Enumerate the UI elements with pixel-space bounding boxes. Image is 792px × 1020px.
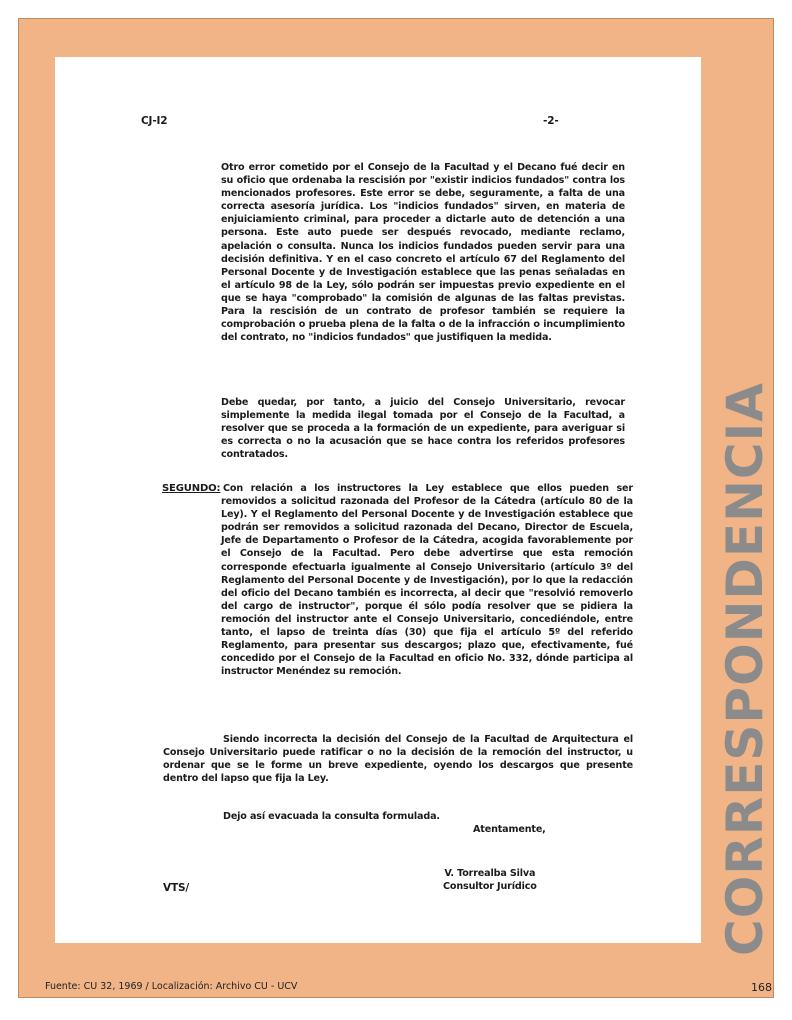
- document-page: [55, 57, 701, 943]
- page-number: 168: [751, 981, 772, 994]
- initials: VTS/: [163, 882, 190, 894]
- section-label-segundo: SEGUNDO:: [162, 483, 221, 494]
- paragraph-first: Otro error cometido por el Consejo de la Facultad y el Decano fué decir en su oficio que ordenaba la rescisión por "existir indicios fundados" contra los mencionados profesores. Este error se debe, seguramente, a falta de una correcta asesoría jurídica. Los "indicios fundados" sirven, en materia de enjuiciamiento criminal, para proceder a dictarle auto de detención a una persona. Este auto puede ser después revocado, mediante reclamo, apelación o consulta. Nunca los indicios fundados pueden servir para una decisión definitiva. Y en el caso concreto el artículo 67 del Reglamento del Personal Docente y de Investigación establece que las penas señaladas en el artículo 98 de la Ley, sólo podrán ser impuestas previo expediente en el que se haya "comprobado" la comisión de algunas de las faltas previstas. Para la rescisión de un contrato de profesor también se requiere la comprobación o prueba plena de la falta o de la infracción o incumplimiento del contrato, no "indicios fundados" que justifiquen la medida.: [221, 162, 625, 344]
- section-title-text: CORRESPONDENCIA: [716, 382, 774, 956]
- document-reference: CJ-I2: [141, 115, 168, 127]
- page-marker: -2-: [543, 115, 559, 127]
- typed-letter: [55, 57, 701, 943]
- signature-block: [443, 867, 537, 893]
- paragraph-final: Dejo así evacuada la consulta formulada.: [223, 811, 440, 822]
- signature-name: V. Torrealba Silva: [444, 868, 536, 879]
- closing-salutation: Atentamente,: [473, 824, 546, 835]
- paragraph-segundo: Con relación a los instructores la Ley establece que ellos pueden ser removidos a solicitud razonada del Profesor de la Cátedra (artículo 80 de la Ley). Y el Reglamento del Personal Docente y de Investigación establece que podrán ser removidos a solicitud razonada del Decano, Director de Escuela, Jefe de Departamento o Profesor de la Cátedra, acogida favorablemente por el Consejo de la Facultad. Pero debe advertirse que esta remoción corresponde efectuarla igualmente al Consejo Universitario (artículo 3º del Reglamento del Personal Docente y de Investigación), por lo que la redacción del oficio del Decano también es incorrecta, al decir que "resolvió removerlo del cargo de instructor", porque él sólo podía resolver que se pidiera la remoción del instructor ante el Consejo Universitario, concediéndole, entre tanto, el lapso de treinta días (30) que fija el artículo 5º del referido Reglamento, para presentar sus descargos; plazo que, efectivamente, fué concedido por el Consejo de la Facultad en oficio No. 332, dónde participa al instructor Menéndez su remoción.: [221, 483, 633, 678]
- source-caption: Fuente: CU 32, 1969 / Localización: Archivo CU - UCV: [45, 981, 298, 992]
- signature-title: Consultor Jurídico: [443, 881, 537, 892]
- paragraph-second: Debe quedar, por tanto, a juicio del Consejo Universitario, revocar simplemente la medida ilegal tomada por el Consejo de la Facultad, a resolver que se proceda a la formación de un expediente, para averiguar si es correcta o no la acusación que se hace contra los referidos profesores contratados.: [221, 397, 625, 461]
- section-title-vertical: [705, 382, 785, 956]
- paragraph-conclusion: Siendo incorrecta la decisión del Consejo de la Facultad de Arquitectura el Consejo Universitario puede ratificar o no la decisión de la remoción del instructor, u ordenar que se le forme un breve expediente, oyendo los descargos que presente dentro del lapso que fija la Ley.: [163, 734, 633, 785]
- page-frame: [18, 18, 774, 998]
